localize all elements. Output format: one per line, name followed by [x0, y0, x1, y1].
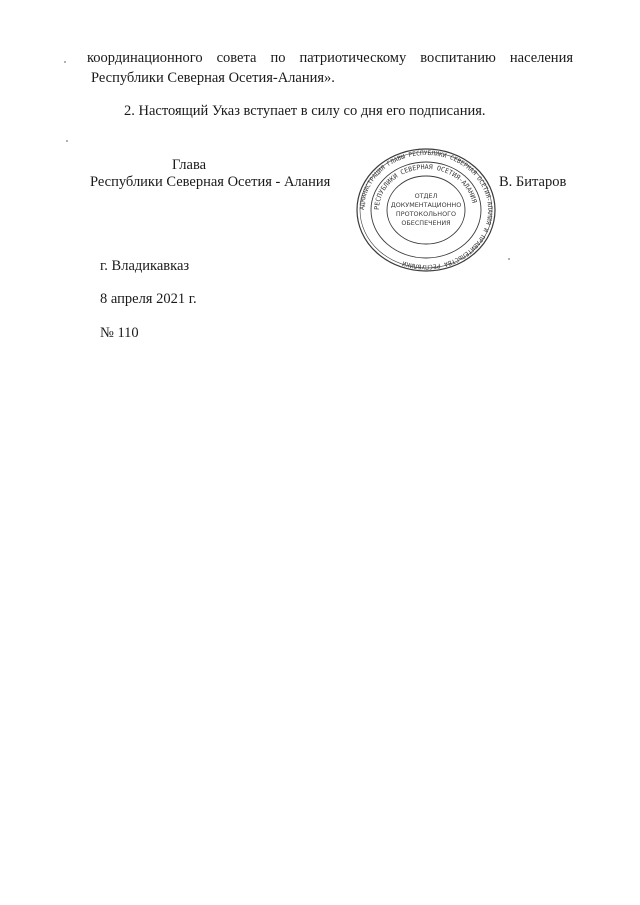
seal-center-line-4: ОБЕСПЕЧЕНИЯ [401, 219, 451, 227]
paragraph-line-2: Республики Северная Осетия-Алания». [91, 70, 335, 86]
signatory-title-line-2: Республики Северная Осетия - Алания [90, 174, 331, 190]
seal-center-line-3: ПРОТОКОЛЬНОГО [395, 210, 457, 218]
issue-place: г. Владикавказ [100, 258, 190, 274]
issue-date: 8 апреля 2021 г. [100, 291, 197, 307]
seal-center-line-2: ДОКУМЕНТАЦИОННО [390, 201, 462, 209]
decree-number: № 110 [100, 325, 139, 341]
scan-speck [66, 140, 68, 142]
signatory-name: В. Битаров [499, 174, 567, 190]
decree-item-2: 2. Настоящий Указ вступает в силу со дня его подписания. [124, 103, 486, 119]
seal-center-line-1: ОТДЕЛ [414, 192, 438, 200]
seal-inner-text: РЕСПУБЛИКИ СЕВЕРНАЯ ОСЕТИЯ-АЛАНИЯ [372, 162, 479, 211]
paragraph-line-1: координационного совета по патриотическому воспитанию населения [87, 50, 573, 66]
seal-outer-text: АДМИНИСТРАЦИЯ ГЛАВЫ РЕСПУБЛИКИ СЕВЕРНАЯ ОСЕТИЯ-АЛАНИЯ И ПРАВИТЕЛЬСТВА РЕСПУБЛИКИ [358, 149, 494, 271]
signatory-title-line-1: Глава [172, 157, 207, 173]
official-seal [356, 148, 496, 272]
scan-speck [64, 61, 66, 63]
scan-speck [508, 258, 510, 260]
